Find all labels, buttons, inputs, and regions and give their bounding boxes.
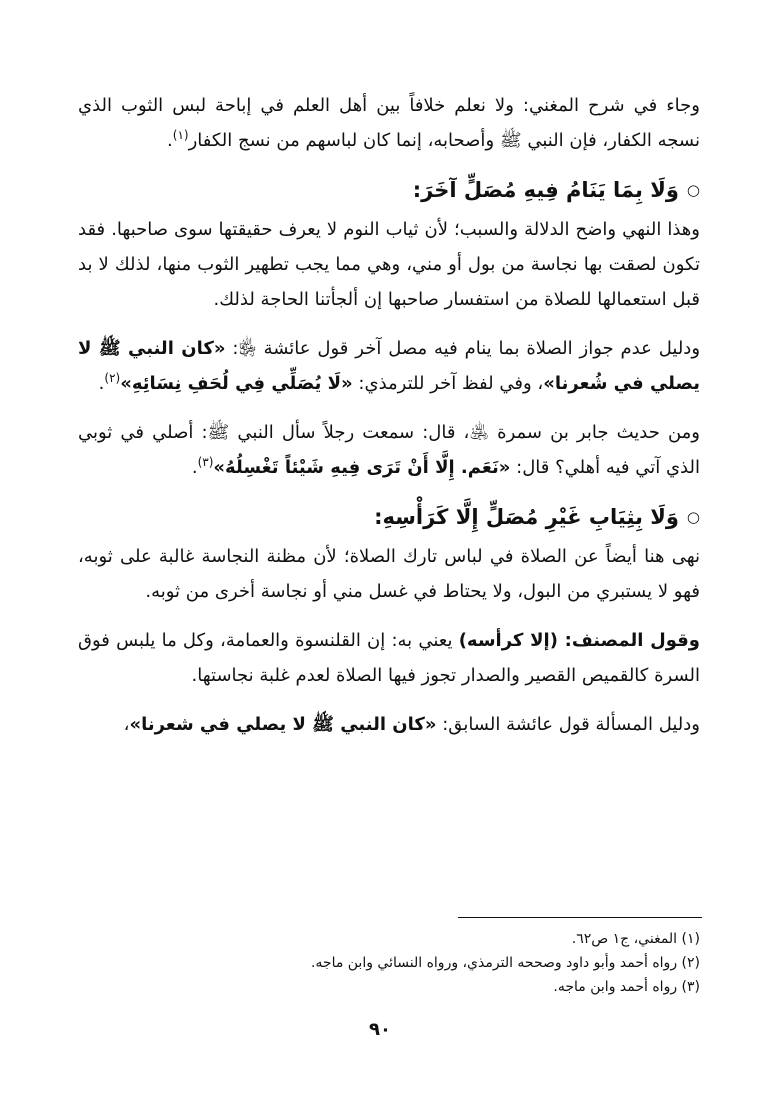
matn-heading-non-praying-clothes [78,499,700,535]
paragraph-jabir-hadith [78,415,700,485]
hadith-quote: «كان النبي ﷺ لا يصلي في شُعرنا» [78,338,700,394]
hadith-quote-tirmidhi: «لَا يُصَلِّي فِي لُحَفِ نِسَائِهِ» [120,373,353,394]
paragraph-intro: ودليل المسألة قول عائشة السابق: [436,714,700,735]
page-number: ٩٠ [369,1019,391,1040]
heading-text: وَلَا بِثِيَابِ غَيْرِ مُصَلٍّ إِلَّا كَرَأْسِهِ: [374,505,679,529]
footnote-ref-3: (٣) [197,455,214,469]
ring-bullet-icon: ○ [686,508,700,526]
paragraph-text: وجاء في شرح المغني: ولا نعلم خلافاً بين أهل العلم في إباحة لبس الثوب الذي نسجه الكفار، فإن النبي ﷺ وأصحابه، إنما كان لباسهم من نسج الكفار [78,95,700,151]
footnote-item: (٢) رواه أحمد وأبو داود وصححه الترمذي، ورواه النسائي وابن ماجه. [310,955,700,971]
footnote-ref-1: (١) [172,128,189,142]
footnote-item: (٣) رواه أحمد وابن ماجه. [553,979,700,995]
matn-heading-sleeping-clothes [78,172,700,208]
footnote-divider [458,917,702,918]
hadith-quote: «نَعَم. إِلَّا أَنْ تَرَى فِيهِ شَيْئاً تَغْسِلُهُ» [213,457,511,478]
paragraph-aisha-evidence [78,331,700,401]
footnotes [78,928,700,1000]
paragraph-end: ، [123,714,130,735]
paragraph-issue-evidence [78,707,700,742]
paragraph-explanation [78,212,700,317]
paragraph-end: . [191,457,198,478]
paragraph-prohibition [78,539,700,609]
paragraph-end: . [98,373,105,394]
paragraph-sharh-al-mughni [78,88,700,158]
heading-text: وَلَا بِمَا يَنَامُ فِيهِ مُصَلٍّ آخَرَ: [412,178,679,202]
paragraph-text: يعني به: إن القلنسوة والعمامة، وكل ما يلبس فوق السرة كالقميص القصير والصدار تجوز فيها الصلاة لعدم غلبة نجاستها. [78,630,700,686]
paragraph-text: نهى هنا أيضاً عن الصلاة في لباس تارك الصلاة؛ لأن مظنة النجاسة غالبة على ثوبه، فهو لا يستبري من البول، ولا يحتاط في غسل مني أو نجاسة أخرى من ثوبه. [78,546,700,602]
paragraph-author-statement [78,623,700,693]
footnote-item: (١) المغني، ج١ ص٦٢. [571,931,700,947]
paragraph-intro: ومن حديث جابر بن سمرة ﵁، قال: سمعت رجلاً سأل النبي ﷺ: أصلي في ثوبي الذي آتي فيه أهلي؟ قال: [78,422,700,478]
author-statement-label: وقول المصنف: (إلا كرأسه) [458,630,700,651]
paragraph-end: . [167,130,173,151]
page-body [78,88,700,756]
paragraph-middle: ، وفي لفظ آخر للترمذي: [352,373,544,394]
paragraph-intro: ودليل عدم جواز الصلاة بما ينام فيه مصل آخر قول عائشة ﵂: [225,338,701,359]
paragraph-text: وهذا النهي واضح الدلالة والسبب؛ لأن ثياب النوم لا يعرف حقيقتها سوى صاحبها. فقد تكون لصقت بها نجاسة من بول أو مني، وهي مما يجب تطهير الثوب منها، لذلك لا بد قبل استعمالها للصلاة من استفسار صاحبها إن ألجأتنا الحاجة لذلك. [78,219,700,310]
hadith-quote: «كان النبي ﷺ لا يصلي في شعرنا» [129,714,437,735]
ring-bullet-icon: ○ [686,181,700,199]
footnote-ref-2: (٢) [104,371,121,385]
